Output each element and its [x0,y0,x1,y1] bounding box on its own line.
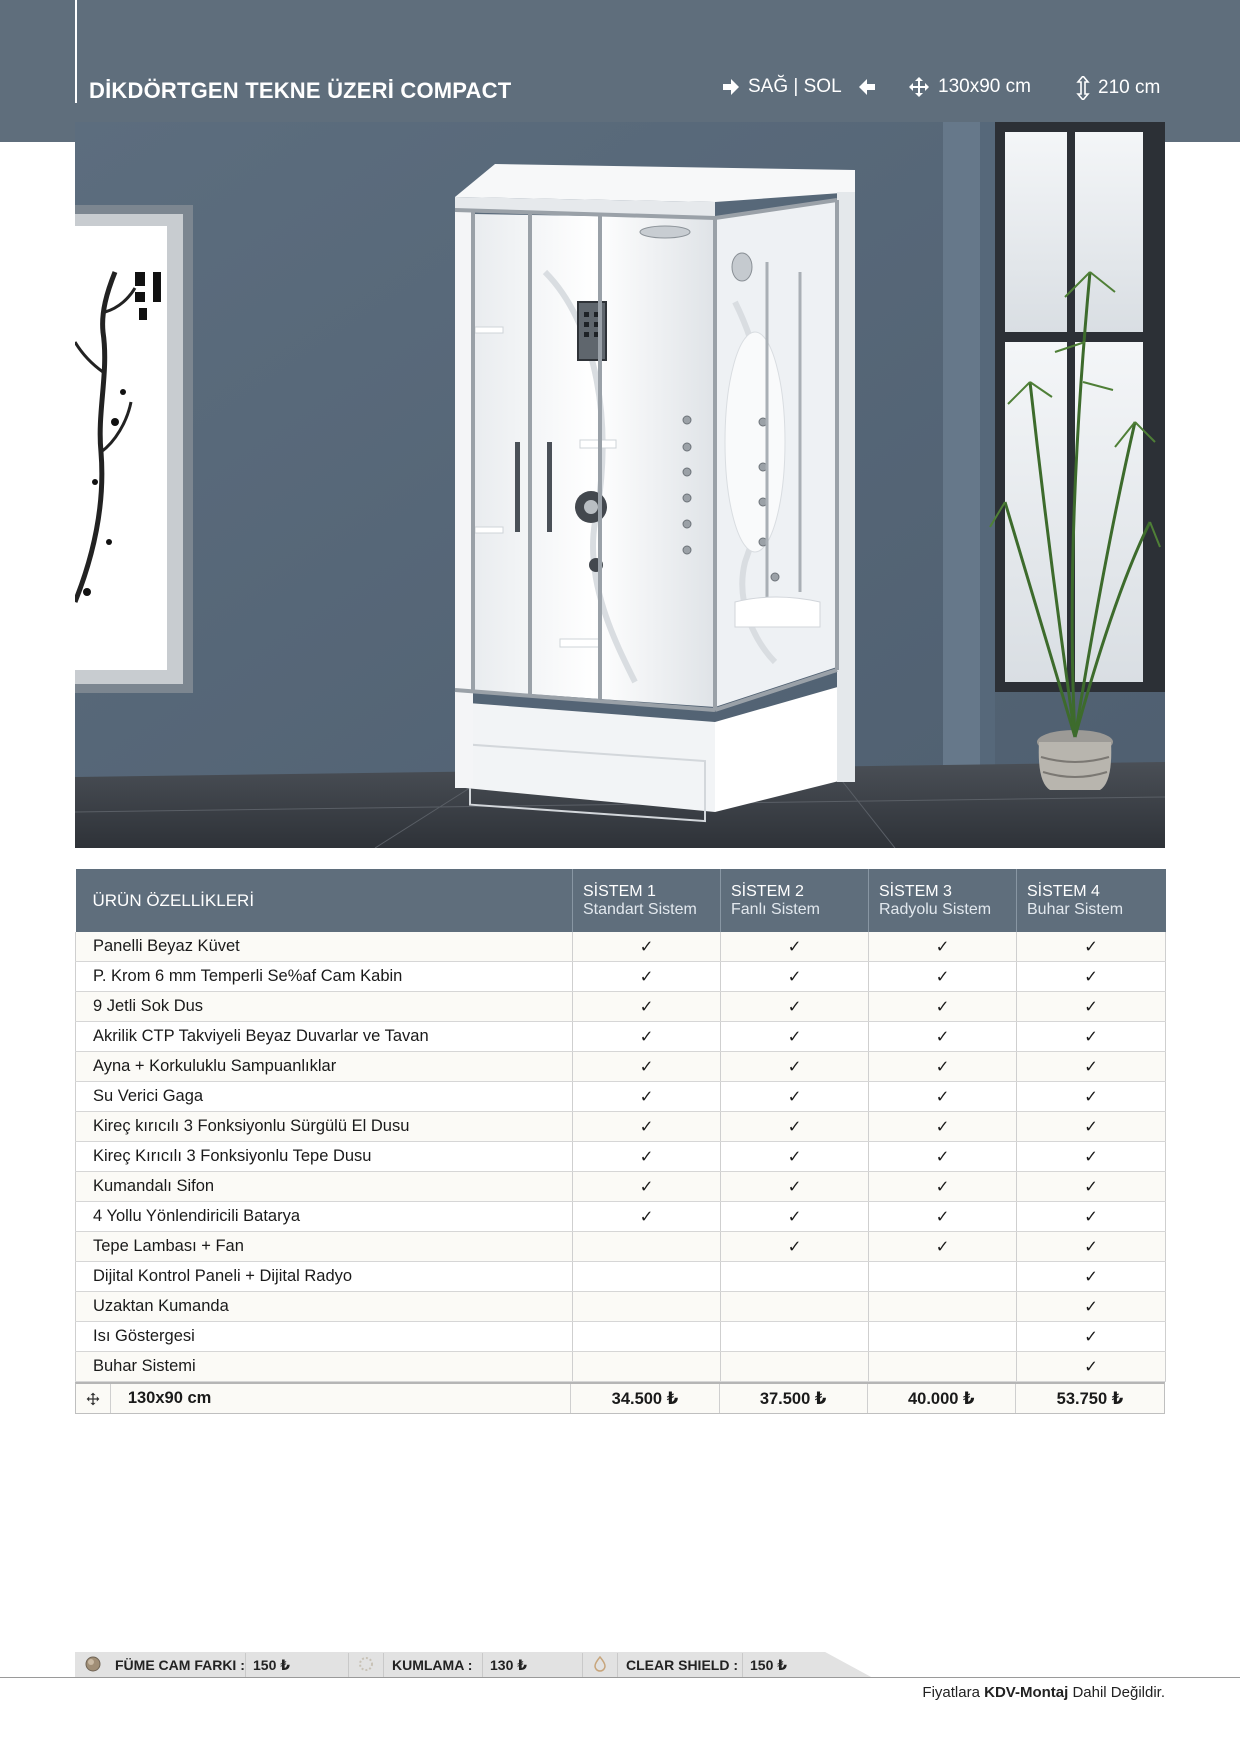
table-row [76,1322,1166,1352]
table-header-row [76,869,1166,932]
system-4-check: ✓ [1017,1172,1166,1202]
system-4-check: ✓ [1017,1142,1166,1172]
system-name: SİSTEM 4 [1027,882,1100,900]
size-label: 130x90 cm [938,76,1031,97]
table-row [76,1052,1166,1082]
system-sub: Buhar Sistem [1027,900,1124,918]
system-4-check: ✓ [1017,1202,1166,1232]
price-system-4: 53.750 ₺ [1056,1389,1124,1408]
table-row [76,1202,1166,1232]
fume-value: 150 ₺ [253,1657,290,1673]
system-2-check [721,1352,869,1382]
system-4-check: ✓ [1017,932,1166,962]
system-sub: Radyolu Sistem [879,900,992,918]
feature-label: Kireç kırıcılı 3 Fonksiyonlu Sürgülü El Dusu [76,1112,573,1142]
system-1-check: ✓ [573,1172,721,1202]
system-2-check: ✓ [721,1172,869,1202]
system-4-check: ✓ [1017,1232,1166,1262]
note-bold: KDV-Montaj [984,1684,1069,1701]
system-4-check: ✓ [1017,1052,1166,1082]
system-3-check: ✓ [869,932,1017,962]
arrow-left-icon [858,78,876,96]
table-row [76,1232,1166,1262]
system-1-check: ✓ [573,1082,721,1112]
system-3-check: ✓ [869,962,1017,992]
footer-separator [582,1653,583,1677]
system-1-check: ✓ [573,1022,721,1052]
system-1-check: ✓ [573,1142,721,1172]
sandblast-icon [358,1656,374,1677]
clear-shield-value: 150 ₺ [750,1657,787,1673]
system-name: SİSTEM 2 [731,882,804,900]
system-1-check [573,1232,721,1262]
size-spec [908,76,1031,98]
feature-label: Akrilik CTP Takviyeli Beyaz Duvarlar ve Tavan [76,1022,573,1052]
price-system-3: 40.000 ₺ [868,1384,1016,1413]
shower-cabin-photo [75,122,1165,848]
footer-separator [742,1653,743,1677]
system-4-check: ✓ [1017,1022,1166,1052]
system-name: SİSTEM 1 [583,882,656,900]
system-3-check [869,1292,1017,1322]
system-3-check [869,1262,1017,1292]
smoked-glass-icon [85,1656,101,1677]
footer-separator [245,1653,246,1677]
feature-label: Tepe Lambası + Fan [76,1232,573,1262]
system-4-check: ✓ [1017,1082,1166,1112]
system-2-check: ✓ [721,1112,869,1142]
footer-separator [617,1653,618,1677]
system-2-check: ✓ [721,1052,869,1082]
height-spec [1076,76,1160,100]
system-1-check: ✓ [573,1202,721,1232]
system-3-check: ✓ [869,1232,1017,1262]
features-header: ÜRÜN ÖZELLİKLERİ [76,869,573,932]
system-2-check: ✓ [721,932,869,962]
table-row [76,932,1166,962]
system-3-check: ✓ [869,1112,1017,1142]
system-1-check: ✓ [573,1112,721,1142]
system-4-check: ✓ [1017,992,1166,1022]
kumlama-value: 130 ₺ [490,1657,527,1673]
system-3-check [869,1322,1017,1352]
system-3-check: ✓ [869,992,1017,1022]
height-label: 210 cm [1098,77,1161,98]
feature-label: Uzaktan Kumanda [76,1292,573,1322]
system-1-check [573,1262,721,1292]
feature-label: Su Verici Gaga [76,1082,573,1112]
fume-label: FÜME CAM FARKI : [115,1657,245,1673]
move-arrows-icon [908,76,930,98]
system-3-check: ✓ [869,1082,1017,1112]
kumlama-label: KUMLAMA : [392,1657,473,1673]
system-1-check: ✓ [573,992,721,1022]
direction-label: SAĞ | SOL [748,76,842,97]
clear-shield-label: CLEAR SHIELD : [626,1657,738,1673]
system-2-check: ✓ [721,1022,869,1052]
feature-label: Dijital Kontrol Paneli + Dijital Radyo [76,1262,573,1292]
system-1-check [573,1292,721,1322]
features-table [75,869,1165,1414]
arrow-right-icon [722,78,740,96]
table-row [76,1022,1166,1052]
system-3-header [869,869,1017,932]
price-system-2: 37.500 ₺ [720,1384,868,1413]
system-1-check: ✓ [573,932,721,962]
table-row [76,1172,1166,1202]
feature-label: Panelli Beyaz Küvet [76,932,573,962]
table-row [76,992,1166,1022]
table-row [76,962,1166,992]
price-size-label: 130x90 cm [111,1384,572,1413]
table-row [76,1292,1166,1322]
system-4-check: ✓ [1017,962,1166,992]
price-system-1: 34.500 ₺ [571,1384,719,1413]
system-3-check: ✓ [869,1052,1017,1082]
system-2-check: ✓ [721,962,869,992]
note-prefix: Fiyatlara [922,1684,980,1701]
system-2-check: ✓ [721,992,869,1022]
footer-separator [348,1653,349,1677]
header-rule [75,0,77,103]
system-1-check [573,1352,721,1382]
system-2-check [721,1292,869,1322]
system-name: SİSTEM 3 [879,882,952,900]
system-4-check: ✓ [1017,1352,1166,1382]
footer-divider [0,1677,1240,1678]
system-sub: Fanlı Sistem [731,900,820,918]
system-sub: Standart Sistem [583,900,697,918]
system-3-check: ✓ [869,1172,1017,1202]
system-1-check [573,1322,721,1352]
price-note [922,1684,1165,1701]
height-arrow-icon [1076,76,1090,100]
system-1-check: ✓ [573,1052,721,1082]
footer-separator [482,1653,483,1677]
feature-label: Kumandalı Sifon [76,1172,573,1202]
system-4-check: ✓ [1017,1292,1166,1322]
feature-label: Isı Göstergesi [76,1322,573,1352]
feature-label: Kireç Kırıcılı 3 Fonksiyonlu Tepe Dusu [76,1142,573,1172]
system-2-check: ✓ [721,1082,869,1112]
table-row [76,1082,1166,1112]
system-4-check: ✓ [1017,1262,1166,1292]
price-row [75,1382,1165,1414]
system-3-check [869,1352,1017,1382]
feature-label: Ayna + Korkuluklu Sampuanlıklar [76,1052,573,1082]
system-4-header [1017,869,1166,932]
table-row [76,1142,1166,1172]
table-row [76,1352,1166,1382]
system-2-check: ✓ [721,1142,869,1172]
feature-label: Buhar Sistemi [76,1352,573,1382]
system-2-check [721,1262,869,1292]
table-row [76,1262,1166,1292]
system-4-check: ✓ [1017,1322,1166,1352]
feature-label: 4 Yollu Yönlendiricili Batarya [76,1202,573,1232]
feature-label: 9 Jetli Sok Dus [76,992,573,1022]
system-1-header [573,869,721,932]
feature-label: P. Krom 6 mm Temperli Se%af Cam Kabin [76,962,573,992]
system-3-check: ✓ [869,1142,1017,1172]
water-drop-icon [592,1656,608,1677]
system-4-check: ✓ [1017,1112,1166,1142]
system-2-check: ✓ [721,1202,869,1232]
system-2-header [721,869,869,932]
direction-spec [722,76,876,98]
note-suffix: Dahil Değildir. [1072,1684,1165,1701]
footer-separator [383,1653,384,1677]
system-1-check: ✓ [573,962,721,992]
system-3-check: ✓ [869,1202,1017,1232]
page-title: DİKDÖRTGEN TEKNE ÜZERİ COMPACT [89,78,512,103]
table-row [76,1112,1166,1142]
header-band [0,0,1240,142]
move-arrows-icon [76,1384,111,1413]
system-2-check: ✓ [721,1232,869,1262]
system-2-check [721,1322,869,1352]
system-3-check: ✓ [869,1022,1017,1052]
